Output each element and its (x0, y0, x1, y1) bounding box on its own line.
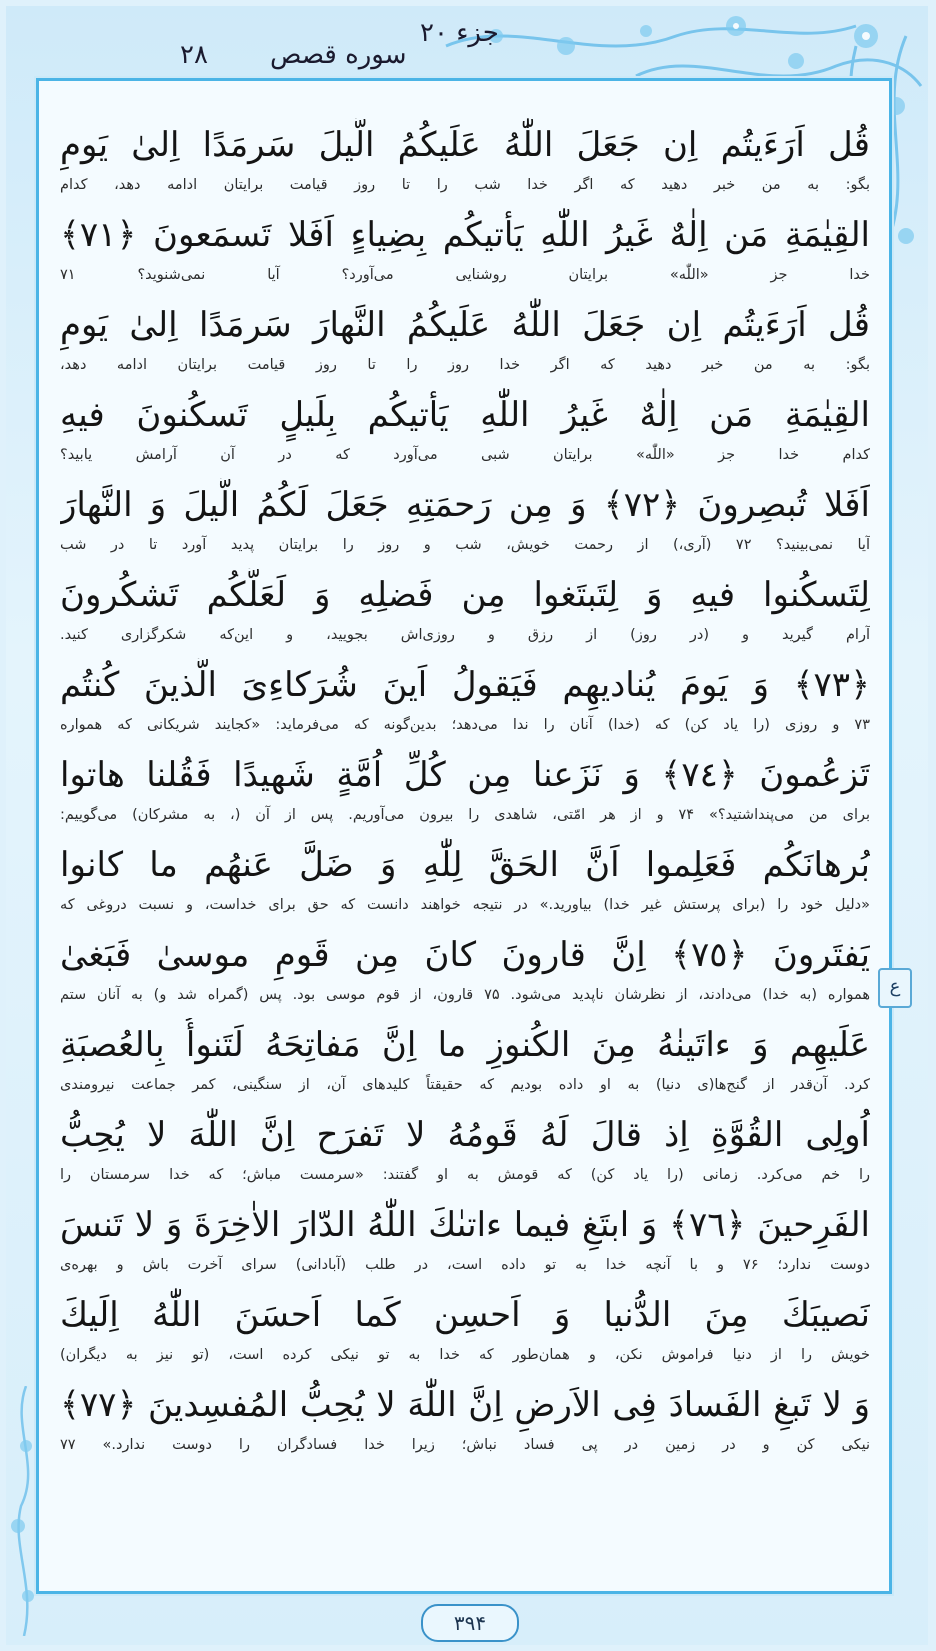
verse-line (60, 1018, 870, 1108)
translation-text: بگو: به من خبر دهید که اگر خدا روز را تا روز قیامت برایتان ادامه دهد، (60, 357, 870, 373)
translation-text: نیکی کن و در زمین در پی فساد نباش؛ زیرا خدا فسادگران را دوست ندارد.» ۷۷ (60, 1437, 870, 1453)
arabic-text: لِتَسكُنوا فيهِ وَ لِتَبتَغوا مِن فَضلِهِ وَ لَعَلَّكُم تَشكُرونَ (60, 575, 870, 615)
verse-line (60, 568, 870, 658)
translation-text: آرام گیرید و (در روز) از رزق و روزی‌اش بجویید، و این‌که شکرگزاری کنید. (60, 627, 870, 643)
translation-text: خویش را از دنیا فراموش نکن، و همان‌طور که خدا به تو نیکی کرده است، (تو نیز به دیگران) (60, 1347, 870, 1363)
arabic-text: قُل اَرَءَيتُم اِن جَعَلَ اللّٰهُ عَلَيكُمُ الَّيلَ سَرمَدًا اِلىٰ يَومِ (60, 125, 870, 165)
arabic-text: تَزعُمونَ ﴿٧٤﴾ وَ نَزَعنا مِن كُلِّ اُمَّةٍ شَهيدًا فَقُلنا هاتوا (60, 755, 870, 795)
verse-line (60, 478, 870, 568)
verse-line (60, 1288, 870, 1378)
arabic-text: اَفَلا تُبصِرونَ ﴿٧٢﴾ وَ مِن رَحمَتِهِ جَعَلَ لَكُمُ الَّيلَ وَ النَّهارَ (60, 485, 870, 525)
translation-text: «دلیل خود را (برای پرستش غیر خدا) بیاورید.» در نتیجه خواهند دانست که حق برای خداست، و نسبت دروغی که (60, 897, 870, 913)
translation-text: برای من می‌پنداشتید؟» ۷۴ و از هر امّتی، شاهدی را بیرون می‌آوریم. پس از آن (، به مشرکان) می‌گوییم: (60, 807, 870, 823)
translation-text: آیا نمی‌بینید؟ ۷۲ (آری،) از رحمت خویش، شب و روز را برایتان پدید آورد تا در شب (60, 537, 870, 553)
translation-text: خدا جز «اللّٰه» برایتان روشنایی می‌آورد؟ آیا نمی‌شنوید؟ ۷۱ (60, 267, 870, 283)
verse-line (60, 1378, 870, 1468)
verse-line (60, 118, 870, 208)
translation-text: ۷۳ و روزی (را یاد کن) که (خدا) آنان را ندا می‌دهد؛ بدین‌گونه که می‌فرماید: «کجایند شریکانی که همواره (60, 717, 870, 733)
translation-text: همواره (به خدا) می‌دادند، از نظرشان ناپدید می‌شود. ۷۵ قارون، از قوم موسی بود. پس (گمراه شد و) به آنان ستم (60, 987, 870, 1003)
arabic-text: الفَرِحينَ ﴿٧٦﴾ وَ ابتَغِ فيما ءاتىٰكَ اللّٰهُ الدّارَ الاٰخِرَةَ وَ لا تَنسَ (60, 1205, 870, 1245)
arabic-text: قُل اَرَءَيتُم اِن جَعَلَ اللّٰهُ عَلَيكُمُ النَّهارَ سَرمَدًا اِلىٰ يَومِ (60, 305, 870, 345)
ruku-marker: ع (878, 968, 912, 1008)
arabic-text: وَ لا تَبغِ الفَسادَ فِى الاَرضِ اِنَّ اللّٰهَ لا يُحِبُّ المُفسِدينَ ﴿٧٧﴾ (60, 1385, 870, 1425)
arabic-text: نَصيبَكَ مِنَ الدُّنيا وَ اَحسِن كَما اَحسَنَ اللّٰهُ اِلَيكَ (60, 1295, 870, 1335)
arabic-text: ﴿٧٣﴾ وَ يَومَ يُناديهِم فَيَقولُ اَينَ شُرَكاءِىَ الَّذينَ كُنتُم (60, 665, 870, 705)
verses-block (60, 118, 870, 1468)
verse-line (60, 208, 870, 298)
verse-line (60, 1198, 870, 1288)
translation-text: کرد. آن‌قدر از گنج‌ها(ی دنیا) به او داده بودیم که حقیقتاً کلیدهای آن، از سنگینی، کمر جماعت نیرومندی (60, 1077, 870, 1093)
verse-line (60, 298, 870, 388)
arabic-text: القِيٰمَةِ مَن اِلٰهٌ غَيرُ اللّٰهِ يَأتيكُم بِضِياءٍ اَفَلا تَسمَعونَ ﴿٧١﴾ (60, 215, 870, 255)
verse-line (60, 388, 870, 478)
translation-text: بگو: به من خبر دهید که اگر خدا شب را تا روز قیامت برایتان ادامه دهد، کدام (60, 177, 870, 193)
arabic-text: عَلَيهِم وَ ءاتَينٰهُ مِنَ الكُنوزِ ما اِنَّ مَفاتِحَهُ لَتَنوأُ بِالعُصبَةِ (60, 1025, 870, 1065)
arabic-text: القِيٰمَةِ مَن اِلٰهٌ غَيرُ اللّٰهِ يَأتيكُم بِلَيلٍ تَسكُنونَ فيهِ (60, 395, 870, 435)
arabic-text: بُرهانَكُم فَعَلِموا اَنَّ الحَقَّ لِلّٰهِ وَ ضَلَّ عَنهُم ما كانوا (60, 845, 870, 885)
juz-label: جزء ۲۰ (420, 18, 499, 48)
translation-text: دوست ندارد؛ ۷۶ و با آنچه خدا به تو داده است، در طلب (آبادانی) سرای آخرت باش و بهره‌ی (60, 1257, 870, 1273)
surah-name: سوره قصص (270, 40, 407, 70)
page-header (120, 14, 540, 74)
verse-line (60, 1108, 870, 1198)
page-number: ۳۹۴ (421, 1604, 519, 1642)
verse-line (60, 658, 870, 748)
verse-line (60, 838, 870, 928)
surah-number: ۲۸ (180, 40, 208, 70)
translation-text: کدام خدا جز «اللّٰه» برایتان شبی می‌آورد که در آن آرامش یابید؟ (60, 447, 870, 463)
arabic-text: اُولِى القُوَّةِ اِذ قالَ لَهُ قَومُهُ لا تَفرَح اِنَّ اللّٰهَ لا يُحِبُّ (60, 1115, 870, 1155)
verse-line (60, 748, 870, 838)
translation-text: را خم می‌کرد. زمانی (را یاد کن) که قومش به او گفتند: «سرمست مباش؛ که خدا سرمستان را (60, 1167, 870, 1183)
verse-line (60, 928, 870, 1018)
arabic-text: يَفتَرونَ ﴿٧٥﴾ اِنَّ قارونَ كانَ مِن قَومِ موسىٰ فَبَغىٰ (60, 935, 870, 975)
